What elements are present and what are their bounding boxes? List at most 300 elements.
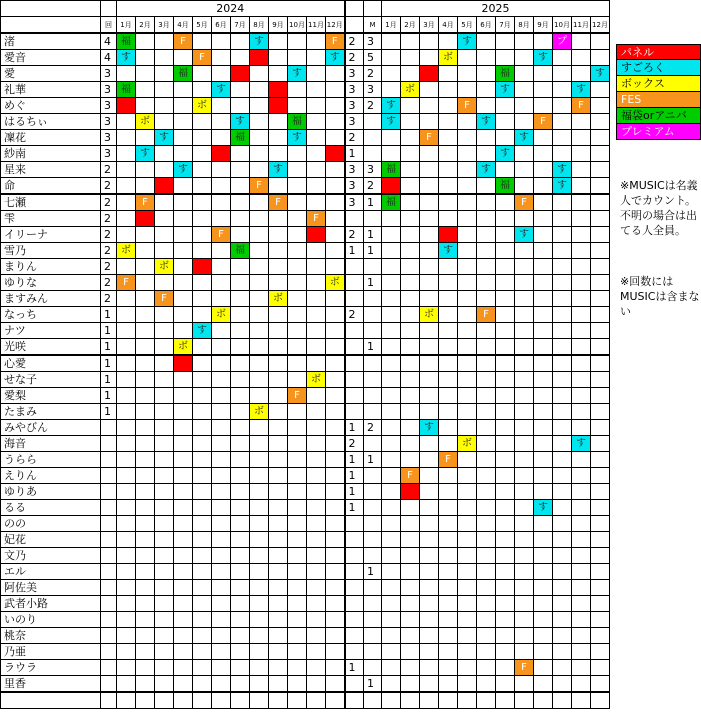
event-cell-2024[interactable] <box>193 596 212 612</box>
event-cell-2025[interactable] <box>477 130 496 146</box>
event-cell-2025[interactable] <box>401 404 420 420</box>
event-cell-2025[interactable] <box>553 339 572 356</box>
event-cell-2024[interactable] <box>136 388 155 404</box>
event-cell-2024[interactable] <box>269 66 288 82</box>
event-cell-2025[interactable] <box>572 243 591 259</box>
event-cell-2025[interactable] <box>458 532 477 548</box>
event-cell-2025[interactable] <box>591 596 610 612</box>
event-cell-2025[interactable] <box>401 500 420 516</box>
event-cell-2025[interactable] <box>591 275 610 291</box>
event-cell-2024[interactable] <box>288 532 307 548</box>
event-cell-2024[interactable] <box>117 259 136 275</box>
event-cell-2024[interactable] <box>136 692 155 709</box>
event-cell-2025[interactable] <box>382 644 401 660</box>
event-cell-2025[interactable] <box>401 130 420 146</box>
event-cell-2024[interactable] <box>193 339 212 356</box>
event-cell-2024[interactable] <box>212 162 231 178</box>
event-cell-2024[interactable] <box>231 323 250 339</box>
event-cell-2025[interactable] <box>591 676 610 693</box>
event-cell-2024[interactable]: パ <box>326 146 345 162</box>
event-cell-2024[interactable]: ボ <box>174 339 193 356</box>
event-cell-2025[interactable] <box>420 404 439 420</box>
event-cell-2024[interactable] <box>231 33 250 50</box>
event-cell-2025[interactable] <box>591 628 610 644</box>
event-cell-2025[interactable] <box>477 596 496 612</box>
event-cell-2024[interactable] <box>250 612 269 628</box>
event-cell-2024[interactable] <box>288 339 307 356</box>
member-name[interactable]: 阿佐美 <box>1 580 101 596</box>
event-cell-2024[interactable] <box>288 452 307 468</box>
event-cell-2025[interactable] <box>401 323 420 339</box>
event-cell-2024[interactable] <box>307 628 326 644</box>
event-cell-2024[interactable] <box>231 339 250 356</box>
event-cell-2025[interactable] <box>458 420 477 436</box>
event-cell-2024[interactable] <box>307 355 326 372</box>
event-cell-2025[interactable] <box>534 436 553 452</box>
event-cell-2025[interactable] <box>572 339 591 356</box>
event-cell-2024[interactable] <box>136 291 155 307</box>
event-cell-2025[interactable]: す <box>515 227 534 243</box>
event-cell-2024[interactable] <box>136 227 155 243</box>
music-count-2025[interactable]: 2 <box>364 98 382 114</box>
event-cell-2024[interactable] <box>136 339 155 356</box>
event-cell-2025[interactable] <box>591 532 610 548</box>
event-cell-2025[interactable] <box>477 227 496 243</box>
event-cell-2024[interactable]: す <box>288 66 307 82</box>
event-cell-2025[interactable] <box>591 33 610 50</box>
month-header-2025[interactable]: 10月 <box>553 17 572 34</box>
event-cell-2024[interactable] <box>269 452 288 468</box>
event-cell-2025[interactable] <box>572 596 591 612</box>
event-cell-2024[interactable] <box>307 500 326 516</box>
member-name[interactable]: はるちぃ <box>1 114 101 130</box>
event-cell-2025[interactable] <box>420 98 439 114</box>
count-2025[interactable] <box>345 612 364 628</box>
event-cell-2024[interactable] <box>193 516 212 532</box>
event-cell-2024[interactable] <box>269 436 288 452</box>
event-cell-2025[interactable] <box>477 146 496 162</box>
music-count-2025[interactable] <box>364 628 382 644</box>
event-cell-2025[interactable] <box>420 275 439 291</box>
event-cell-2024[interactable] <box>231 162 250 178</box>
event-cell-2025[interactable] <box>572 307 591 323</box>
event-cell-2024[interactable] <box>212 243 231 259</box>
event-cell-2024[interactable]: F <box>326 33 345 50</box>
event-cell-2025[interactable] <box>477 404 496 420</box>
event-cell-2025[interactable]: パ <box>382 178 401 195</box>
count-header-2024[interactable]: 回 <box>101 17 117 34</box>
member-name[interactable]: 愛梨 <box>1 388 101 404</box>
event-cell-2024[interactable] <box>288 468 307 484</box>
event-cell-2025[interactable]: す <box>534 500 553 516</box>
event-cell-2025[interactable] <box>401 339 420 356</box>
event-cell-2024[interactable] <box>269 404 288 420</box>
event-cell-2025[interactable] <box>534 676 553 693</box>
event-cell-2025[interactable] <box>496 275 515 291</box>
event-cell-2025[interactable] <box>591 339 610 356</box>
event-cell-2025[interactable]: パ <box>420 66 439 82</box>
event-cell-2025[interactable] <box>515 628 534 644</box>
event-cell-2025[interactable] <box>572 323 591 339</box>
event-cell-2024[interactable] <box>231 275 250 291</box>
event-cell-2024[interactable] <box>326 323 345 339</box>
event-cell-2025[interactable] <box>553 548 572 564</box>
event-cell-2025[interactable] <box>515 436 534 452</box>
event-cell-2025[interactable] <box>382 420 401 436</box>
event-cell-2024[interactable]: パ <box>136 211 155 227</box>
event-cell-2024[interactable] <box>288 243 307 259</box>
event-cell-2024[interactable] <box>288 436 307 452</box>
event-cell-2024[interactable] <box>174 307 193 323</box>
event-cell-2025[interactable] <box>439 339 458 356</box>
event-cell-2025[interactable] <box>591 146 610 162</box>
event-cell-2025[interactable]: パ <box>401 484 420 500</box>
event-cell-2025[interactable] <box>401 243 420 259</box>
event-cell-2025[interactable] <box>382 548 401 564</box>
music-count-2025[interactable] <box>364 307 382 323</box>
event-cell-2025[interactable] <box>496 162 515 178</box>
event-cell-2024[interactable] <box>155 211 174 227</box>
event-cell-2025[interactable] <box>420 194 439 211</box>
count-2024[interactable]: 2 <box>101 162 117 178</box>
event-cell-2024[interactable] <box>212 420 231 436</box>
event-cell-2024[interactable] <box>155 146 174 162</box>
event-cell-2024[interactable] <box>326 404 345 420</box>
member-name[interactable]: 海音 <box>1 436 101 452</box>
event-cell-2025[interactable] <box>382 596 401 612</box>
music-count-2025[interactable]: 1 <box>364 452 382 468</box>
count-2024[interactable]: 2 <box>101 194 117 211</box>
event-cell-2025[interactable] <box>382 339 401 356</box>
event-cell-2024[interactable] <box>288 676 307 693</box>
event-cell-2025[interactable] <box>439 259 458 275</box>
event-cell-2025[interactable] <box>420 227 439 243</box>
event-cell-2024[interactable] <box>136 404 155 420</box>
event-cell-2024[interactable] <box>174 323 193 339</box>
event-cell-2025[interactable] <box>382 404 401 420</box>
event-cell-2024[interactable] <box>117 388 136 404</box>
event-cell-2025[interactable] <box>420 548 439 564</box>
count-2025[interactable] <box>345 580 364 596</box>
event-cell-2024[interactable] <box>231 580 250 596</box>
music-count-2025[interactable]: 3 <box>364 82 382 98</box>
event-cell-2025[interactable] <box>496 692 515 709</box>
event-cell-2025[interactable] <box>382 532 401 548</box>
event-cell-2024[interactable] <box>193 676 212 693</box>
month-header-2024[interactable]: 4月 <box>174 17 193 34</box>
event-cell-2025[interactable] <box>401 275 420 291</box>
event-cell-2024[interactable] <box>174 291 193 307</box>
event-cell-2025[interactable] <box>591 516 610 532</box>
event-cell-2025[interactable] <box>591 564 610 580</box>
event-cell-2025[interactable] <box>439 484 458 500</box>
event-cell-2025[interactable] <box>401 114 420 130</box>
event-cell-2024[interactable] <box>326 211 345 227</box>
count-2025[interactable] <box>345 372 364 388</box>
event-cell-2025[interactable] <box>401 50 420 66</box>
music-count-2025[interactable] <box>364 532 382 548</box>
event-cell-2024[interactable] <box>155 162 174 178</box>
event-cell-2024[interactable] <box>250 516 269 532</box>
event-cell-2024[interactable] <box>326 355 345 372</box>
event-cell-2025[interactable] <box>382 259 401 275</box>
event-cell-2025[interactable] <box>401 548 420 564</box>
event-cell-2025[interactable] <box>401 98 420 114</box>
event-cell-2025[interactable] <box>572 259 591 275</box>
count-2025[interactable]: 3 <box>345 66 364 82</box>
count-2024[interactable] <box>101 484 117 500</box>
event-cell-2025[interactable] <box>439 660 458 676</box>
event-cell-2025[interactable] <box>477 420 496 436</box>
event-cell-2025[interactable]: ボ <box>439 50 458 66</box>
music-count-2025[interactable] <box>364 500 382 516</box>
event-cell-2024[interactable] <box>193 548 212 564</box>
event-cell-2024[interactable] <box>136 259 155 275</box>
event-cell-2024[interactable] <box>212 564 231 580</box>
event-cell-2025[interactable] <box>591 194 610 211</box>
event-cell-2024[interactable] <box>212 404 231 420</box>
event-cell-2024[interactable] <box>231 468 250 484</box>
event-cell-2025[interactable] <box>458 660 477 676</box>
event-cell-2025[interactable] <box>534 420 553 436</box>
event-cell-2024[interactable] <box>250 500 269 516</box>
event-cell-2025[interactable] <box>458 372 477 388</box>
event-cell-2024[interactable] <box>117 580 136 596</box>
event-cell-2025[interactable]: す <box>553 178 572 195</box>
month-header-2024[interactable]: 2月 <box>136 17 155 34</box>
event-cell-2025[interactable] <box>458 612 477 628</box>
event-cell-2025[interactable] <box>439 372 458 388</box>
music-count-2025[interactable] <box>364 484 382 500</box>
event-cell-2025[interactable] <box>477 516 496 532</box>
event-cell-2025[interactable] <box>515 564 534 580</box>
event-cell-2025[interactable]: F <box>534 114 553 130</box>
event-cell-2024[interactable] <box>174 178 193 195</box>
event-cell-2025[interactable] <box>382 130 401 146</box>
event-cell-2024[interactable] <box>326 628 345 644</box>
event-cell-2025[interactable]: す <box>534 50 553 66</box>
event-cell-2025[interactable] <box>553 355 572 372</box>
event-cell-2024[interactable] <box>269 307 288 323</box>
event-cell-2025[interactable] <box>401 355 420 372</box>
event-cell-2024[interactable] <box>136 307 155 323</box>
event-cell-2025[interactable] <box>458 66 477 82</box>
event-cell-2024[interactable]: す <box>269 162 288 178</box>
event-cell-2025[interactable] <box>553 484 572 500</box>
event-cell-2024[interactable] <box>155 628 174 644</box>
event-cell-2025[interactable] <box>458 564 477 580</box>
count-header-2025-blank[interactable] <box>345 17 364 34</box>
event-cell-2025[interactable] <box>439 33 458 50</box>
event-cell-2025[interactable] <box>572 452 591 468</box>
event-cell-2025[interactable] <box>477 259 496 275</box>
event-cell-2024[interactable] <box>250 484 269 500</box>
count-2025[interactable] <box>345 291 364 307</box>
event-cell-2025[interactable] <box>477 211 496 227</box>
count-2025[interactable]: 2 <box>345 307 364 323</box>
event-cell-2024[interactable] <box>326 676 345 693</box>
event-cell-2025[interactable]: 福 <box>496 66 515 82</box>
event-cell-2025[interactable] <box>458 644 477 660</box>
event-cell-2024[interactable] <box>193 468 212 484</box>
music-count-2025[interactable] <box>364 436 382 452</box>
event-cell-2025[interactable] <box>515 178 534 195</box>
event-cell-2025[interactable] <box>382 500 401 516</box>
event-cell-2024[interactable] <box>117 178 136 195</box>
event-cell-2025[interactable] <box>458 452 477 468</box>
member-name[interactable]: めぐ <box>1 98 101 114</box>
event-cell-2024[interactable]: す <box>288 130 307 146</box>
event-cell-2025[interactable] <box>458 548 477 564</box>
event-cell-2025[interactable] <box>382 692 401 709</box>
music-count-2025[interactable] <box>364 323 382 339</box>
event-cell-2024[interactable] <box>155 82 174 98</box>
event-cell-2024[interactable] <box>174 275 193 291</box>
count-2024[interactable] <box>101 644 117 660</box>
member-name[interactable]: 愛音 <box>1 50 101 66</box>
event-cell-2024[interactable] <box>288 500 307 516</box>
event-cell-2025[interactable] <box>382 323 401 339</box>
event-cell-2025[interactable]: す <box>382 98 401 114</box>
event-cell-2024[interactable]: パ <box>193 259 212 275</box>
event-cell-2024[interactable] <box>269 114 288 130</box>
event-cell-2024[interactable]: パ <box>117 98 136 114</box>
event-cell-2025[interactable] <box>534 468 553 484</box>
event-cell-2025[interactable] <box>382 211 401 227</box>
event-cell-2024[interactable]: F <box>250 178 269 195</box>
event-cell-2024[interactable]: F <box>136 194 155 211</box>
event-cell-2025[interactable] <box>401 420 420 436</box>
event-cell-2025[interactable] <box>515 211 534 227</box>
event-cell-2025[interactable] <box>439 692 458 709</box>
event-cell-2024[interactable] <box>117 516 136 532</box>
month-header-2024[interactable]: 6月 <box>212 17 231 34</box>
event-cell-2025[interactable] <box>496 307 515 323</box>
event-cell-2024[interactable] <box>193 580 212 596</box>
event-cell-2025[interactable] <box>477 355 496 372</box>
event-cell-2025[interactable] <box>477 468 496 484</box>
month-header-2025[interactable]: 2月 <box>401 17 420 34</box>
event-cell-2024[interactable] <box>250 548 269 564</box>
event-cell-2025[interactable] <box>534 692 553 709</box>
count-2025[interactable] <box>345 516 364 532</box>
event-cell-2025[interactable] <box>534 162 553 178</box>
event-cell-2024[interactable] <box>288 211 307 227</box>
event-cell-2025[interactable] <box>401 660 420 676</box>
event-cell-2025[interactable] <box>534 98 553 114</box>
event-cell-2024[interactable] <box>117 564 136 580</box>
event-cell-2025[interactable] <box>553 532 572 548</box>
event-cell-2025[interactable] <box>534 564 553 580</box>
event-cell-2025[interactable] <box>382 291 401 307</box>
event-cell-2024[interactable] <box>212 178 231 195</box>
event-cell-2025[interactable] <box>553 227 572 243</box>
event-cell-2024[interactable] <box>174 243 193 259</box>
count-2024[interactable]: 1 <box>101 307 117 323</box>
event-cell-2025[interactable] <box>382 516 401 532</box>
event-cell-2025[interactable] <box>496 339 515 356</box>
event-cell-2024[interactable] <box>193 114 212 130</box>
event-cell-2025[interactable] <box>420 372 439 388</box>
event-cell-2024[interactable] <box>269 644 288 660</box>
music-count-2025[interactable]: 2 <box>364 178 382 195</box>
event-cell-2024[interactable] <box>212 372 231 388</box>
month-header-2024[interactable]: 1月 <box>117 17 136 34</box>
event-cell-2024[interactable] <box>212 692 231 709</box>
event-cell-2025[interactable] <box>382 355 401 372</box>
event-cell-2025[interactable] <box>458 500 477 516</box>
event-cell-2025[interactable] <box>477 548 496 564</box>
event-cell-2024[interactable] <box>307 596 326 612</box>
event-cell-2025[interactable] <box>553 243 572 259</box>
event-cell-2025[interactable] <box>477 628 496 644</box>
event-cell-2025[interactable] <box>515 596 534 612</box>
event-cell-2024[interactable]: ボ <box>269 291 288 307</box>
event-cell-2024[interactable] <box>193 82 212 98</box>
event-cell-2024[interactable] <box>193 660 212 676</box>
event-cell-2025[interactable] <box>572 130 591 146</box>
event-cell-2024[interactable] <box>136 468 155 484</box>
member-name[interactable]: ゆりな <box>1 275 101 291</box>
count-2024[interactable] <box>101 468 117 484</box>
event-cell-2025[interactable] <box>458 404 477 420</box>
count-2024[interactable]: 3 <box>101 98 117 114</box>
event-cell-2025[interactable] <box>401 452 420 468</box>
event-cell-2024[interactable] <box>136 532 155 548</box>
event-cell-2025[interactable] <box>515 50 534 66</box>
event-cell-2024[interactable] <box>212 596 231 612</box>
event-cell-2025[interactable] <box>515 404 534 420</box>
event-cell-2025[interactable] <box>496 243 515 259</box>
event-cell-2024[interactable] <box>136 564 155 580</box>
event-cell-2024[interactable]: す <box>326 50 345 66</box>
event-cell-2024[interactable] <box>212 676 231 693</box>
month-header-2025[interactable]: 11月 <box>572 17 591 34</box>
event-cell-2025[interactable] <box>515 516 534 532</box>
event-cell-2024[interactable] <box>155 114 174 130</box>
event-cell-2024[interactable] <box>307 692 326 709</box>
member-name[interactable]: るる <box>1 500 101 516</box>
event-cell-2025[interactable] <box>572 548 591 564</box>
event-cell-2024[interactable] <box>193 452 212 468</box>
event-cell-2025[interactable]: す <box>382 114 401 130</box>
month-header-2025[interactable]: 6月 <box>477 17 496 34</box>
member-name[interactable]: 渚 <box>1 33 101 50</box>
event-cell-2025[interactable] <box>553 372 572 388</box>
event-cell-2025[interactable] <box>401 596 420 612</box>
event-cell-2024[interactable] <box>212 468 231 484</box>
event-cell-2024[interactable] <box>212 516 231 532</box>
event-cell-2025[interactable] <box>534 355 553 372</box>
event-cell-2024[interactable] <box>307 178 326 195</box>
event-cell-2025[interactable] <box>439 211 458 227</box>
event-cell-2025[interactable] <box>515 355 534 372</box>
music-count-2025[interactable] <box>364 146 382 162</box>
event-cell-2025[interactable] <box>553 130 572 146</box>
event-cell-2024[interactable] <box>136 452 155 468</box>
music-count-2025[interactable] <box>364 612 382 628</box>
event-cell-2024[interactable] <box>288 307 307 323</box>
event-cell-2024[interactable] <box>136 372 155 388</box>
event-cell-2024[interactable] <box>174 259 193 275</box>
event-cell-2024[interactable] <box>288 227 307 243</box>
count-2024[interactable] <box>101 420 117 436</box>
event-cell-2024[interactable] <box>231 372 250 388</box>
event-cell-2024[interactable] <box>212 644 231 660</box>
event-cell-2024[interactable] <box>250 355 269 372</box>
event-cell-2025[interactable] <box>401 372 420 388</box>
event-cell-2024[interactable] <box>326 580 345 596</box>
